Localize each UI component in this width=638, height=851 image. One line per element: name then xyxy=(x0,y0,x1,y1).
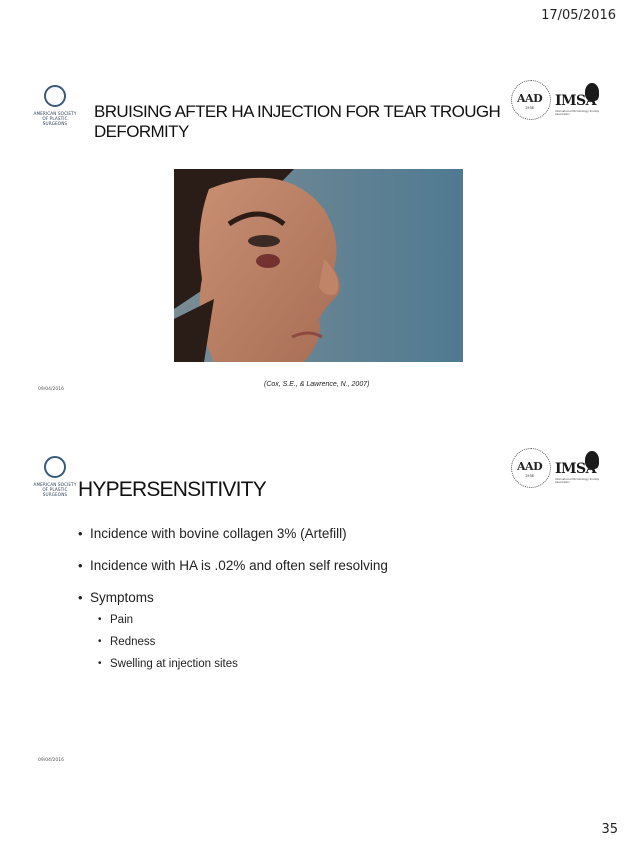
aad-logo-text: AAD xyxy=(517,460,543,473)
asps-ring-icon xyxy=(44,456,66,478)
sub-bullet-item: • Redness xyxy=(78,631,388,653)
bullet-item: • Incidence with bovine collagen 3% (Artefill) xyxy=(78,522,388,545)
bullet-list xyxy=(78,522,388,675)
asps-logo-text: AMERICAN SOCIETY OF PLASTIC SURGEONS xyxy=(33,482,77,497)
patient-photo xyxy=(174,169,463,362)
slide-date: 09/04/2016 xyxy=(38,387,64,392)
imsa-logo-subtext: International Microbiology Society Association xyxy=(555,110,600,116)
slide-bruising xyxy=(0,60,638,410)
asps-logo xyxy=(30,456,80,504)
imsa-logo-subtext: International Microbiology Society Association xyxy=(555,478,600,484)
imsa-logo xyxy=(555,87,601,117)
imsa-logo-text: IMSA xyxy=(555,93,597,109)
asps-logo-text: AMERICAN SOCIETY OF PLASTIC SURGEONS xyxy=(33,111,77,126)
photo-citation: (Cox, S.E., & Lawrence, N., 2007) xyxy=(264,381,370,388)
aad-logo-year: 1938 xyxy=(525,106,534,110)
face-illustration xyxy=(174,169,463,362)
asps-ring-icon xyxy=(44,85,66,107)
sub-bullet-item: • Pain xyxy=(78,609,388,631)
slide-hypersensitivity xyxy=(0,440,638,780)
slide-title: BRUISING AFTER HA INJECTION FOR TEAR TROUGH DEFORMITY xyxy=(94,102,501,141)
aad-logo-year: 1938 xyxy=(525,474,534,478)
page-number: 35 xyxy=(601,822,618,837)
header-date: 17/05/2016 xyxy=(541,8,616,23)
aad-logo-text: AAD xyxy=(517,92,543,105)
slide-date: 09/04/2016 xyxy=(38,758,64,763)
bullet-item: • Symptoms xyxy=(78,586,388,609)
slide-title: HYPERSENSITIVITY xyxy=(78,478,266,501)
aad-logo xyxy=(511,80,551,120)
sub-bullet-item: • Swelling at injection sites xyxy=(78,653,388,675)
asps-logo xyxy=(30,85,80,133)
bullet-item: • Incidence with HA is .02% and often self resolving xyxy=(78,554,388,577)
aad-logo xyxy=(511,448,551,488)
imsa-logo xyxy=(555,455,601,485)
imsa-logo-text: IMSA xyxy=(555,461,597,477)
